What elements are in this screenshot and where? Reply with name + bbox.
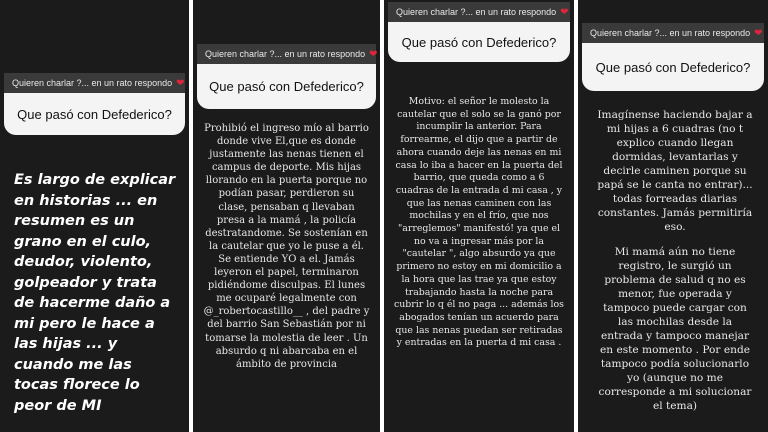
story-panel-1 (0, 0, 189, 432)
heart-icon: ❤ (560, 6, 569, 18)
question-sticker[interactable] (388, 2, 570, 62)
story-panel-3 (384, 0, 574, 432)
question-sticker[interactable] (582, 23, 764, 91)
heart-icon: ❤ (176, 77, 185, 89)
question-prompt: Quieren charlar ?... en un rato respondo (12, 78, 173, 88)
heart-icon: ❤ (754, 27, 763, 39)
answer-paragraph: Prohibió el ingreso mío al barrio donde vive El,que es donde justamente las nenas tienen el campus de deporte. Mis hijas llorando en la puerta porque no podían pasar, perdieron su clase, pensaban q llevaban presa a la mamá , la policía destratandome. Se sostenían en la cautelar que yo le puse a él. Se entiende YO a el. Jamás leyeron el papel, terminaron pidiéndome disculpas. El lunes me ocuparé legalmente con @_robertocastillo__ , del padre y del barrio San Sebastián por ni tomarse la molestia de leer . Un absurdo q ni abarcaba en el ámbito de provincia (203, 123, 370, 370)
question-sticker-header (4, 73, 185, 93)
question-prompt: Quieren charlar ?... en un rato respondo (205, 49, 366, 59)
question-sticker[interactable] (4, 73, 185, 135)
answer-paragraph: Mi mamá aún no tiene registro, le surgió un problema de salud q no es menor, fue operada y tampoco puede cargar con las mochilas desde la entrada y tampoco manejar en este momento . Por ende tampoco podía solucionarlo yo (aunque no me corresponde a mi solucionar el tema) (598, 246, 752, 412)
story-answer-text (596, 108, 754, 424)
answer-paragraph: Es largo de explicar en historias ... en resumen es un grano en el culo, deudor, violento, golpeador y trata de hacerme daño a mi pero le hace a las hijas ... y cuando me las tocas florece lo peor de MI (14, 172, 176, 414)
question-sticker-header (582, 23, 764, 43)
answer-paragraph: Motivo: el señor le molesto la cautelar que el solo se la ganó por incumplir la anterior. Para forrearme, el dijo que a partir de ahora cuando deje las nenas en mi casa lo iba a hacer en la puerta del barrio, que queda como a 6 cuadras de la entrada d mi casa , y que las nenas caminen con las mochilas y en el frío, que nos "arreglemos" manifestó! ya que el no va a ingresar más por la "cautelar ", algo absurdo ya que primero no estoy en mi domicilio a la hora que las trae ya que estoy trabajando hasta la noche para cubrir lo q él no paga ... además los abogados tenían un acuerdo para que las nenas puedan ser retiradas y entradas en la puerta d mi casa . (394, 96, 564, 349)
question-sticker-header (388, 2, 570, 22)
story-answer-text (394, 96, 564, 350)
question-text: Que pasó con Defederico? (401, 34, 557, 50)
question-text: Que pasó con Defederico? (209, 79, 364, 94)
question-prompt: Quieren charlar ?... en un rato respondo (590, 28, 751, 38)
story-answer-text (203, 122, 370, 371)
answer-paragraph: Imagínense haciendo bajar a mi hijas a 6 cuadras (no t explico cuando llegan dormidas, levantarlas y decirle caminen porque su papá se le canta no entrar)... todas forreadas diarias constantes. Jamás permitiría eso. (597, 109, 753, 233)
question-text: Que pasó con Defederico? (595, 59, 751, 75)
question-sticker[interactable] (197, 44, 376, 109)
story-panel-4 (578, 0, 768, 432)
story-panel-2 (193, 0, 380, 432)
heart-icon: ❤ (369, 48, 378, 60)
story-answer-text (14, 170, 179, 416)
question-text: Que pasó con Defederico? (17, 106, 172, 122)
question-sticker-header (197, 44, 376, 64)
question-prompt: Quieren charlar ?... en un rato respondo (396, 7, 557, 17)
